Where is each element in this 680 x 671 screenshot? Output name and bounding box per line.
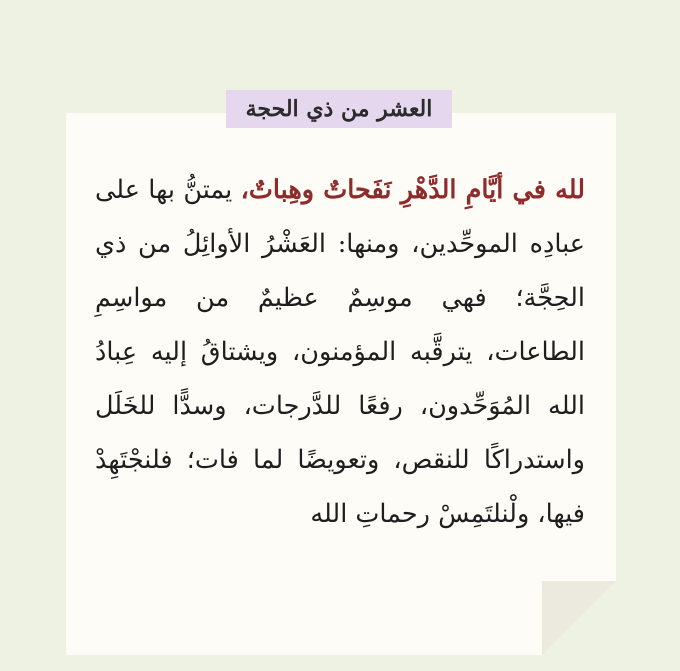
passage-highlight: لله في أيَّامِ الدَّهْرِ نَفَحاتٌ وهِباتٌ،	[240, 175, 585, 205]
passage	[95, 163, 585, 541]
title-tag	[226, 90, 452, 128]
page-fold-corner	[542, 581, 616, 655]
passage-text: يمتنُّ بها على عبادِه الموحِّدين، ومنها: العَشْرُ الأوائِلُ من ذي الحِجَّة؛ فهي موسِمٌ عظيمٌ من مواسِمِ الطاعات، يترقَّبه المؤمنون، ويشتاقُ إليه عِبادُ الله المُوَحِّدون، رفعًا للدَّرجات، وسدًّا للخَلَل واستدراكًا للنقص، وتعويضًا لما فات؛ فلنجْتَهِدْ فيها، ولْنلتَمِسْ رحماتِ الله	[95, 175, 585, 529]
page-title: العشر من ذي الحجة	[245, 96, 433, 122]
